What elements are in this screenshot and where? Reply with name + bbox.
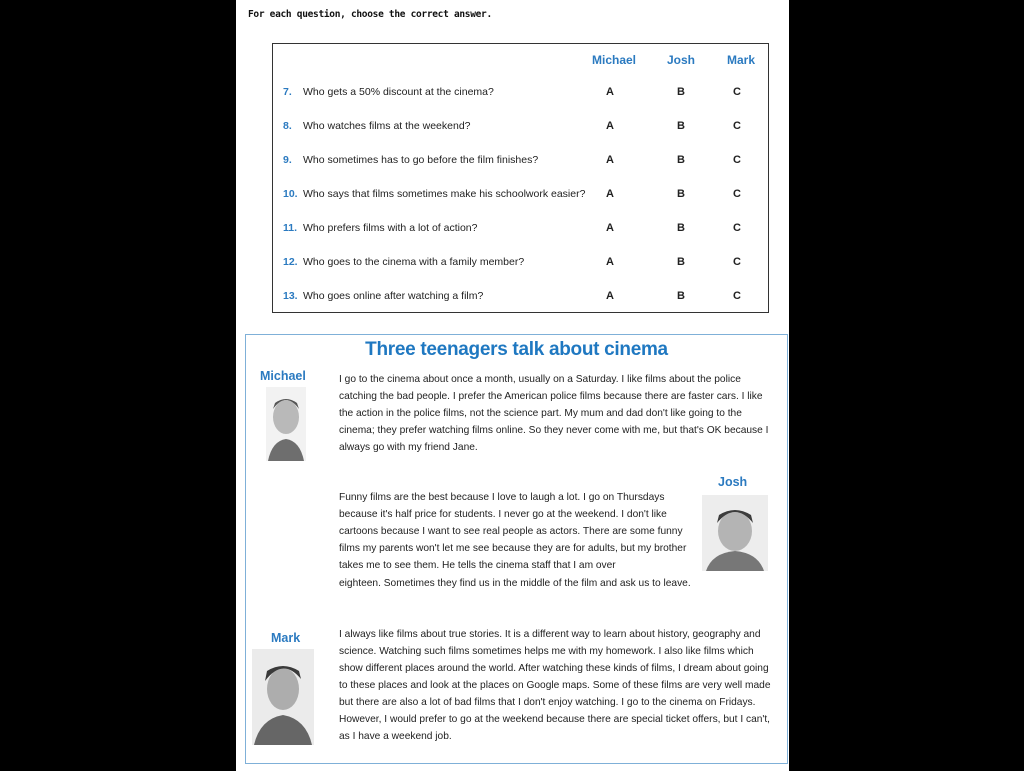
answer-option-c[interactable]: C <box>733 154 741 166</box>
answer-option-b[interactable]: B <box>677 256 685 268</box>
article-box <box>245 334 788 764</box>
header-michael: Michael <box>592 53 637 67</box>
question-text: Who sometimes has to go before the film finishes? <box>303 154 539 166</box>
question-number: 13. <box>283 290 298 302</box>
michael-photo <box>266 387 306 461</box>
josh-text: Funny films are the best because I love to laugh a lot. I go on Thursdays because it's half price for students. I never go at the weekend. I don't like cartoons because I want to see real people as actors. There are some funny films my parents won't let me see because they are for adults, but my brother takes me to see them. He tells the cinema staff that I am over <box>339 492 687 571</box>
michael-name: Michael <box>260 369 306 383</box>
michael-text: I go to the cinema about once a month, usually on a Saturday. I like films about the police catching the bad people. I prefer the American police films because there are faster cars. I like the action in the police films, not the science part. My mum and dad don't like going to the cinema; they prefer watching films online. So they never come with me, but that's OK because I always go with my friend Jane. <box>339 374 769 453</box>
answer-option-c[interactable]: C <box>733 188 741 200</box>
worksheet-page <box>236 0 789 771</box>
answer-option-a[interactable]: A <box>606 188 614 200</box>
answer-option-b[interactable]: B <box>677 154 685 166</box>
article-title: Three teenagers talk about cinema <box>365 339 668 360</box>
question-number: 7. <box>283 86 292 98</box>
mark-name: Mark <box>271 631 301 645</box>
answer-option-c[interactable]: C <box>733 290 741 302</box>
question-number: 10. <box>283 188 298 200</box>
header-josh: Josh <box>667 53 696 67</box>
answer-option-c[interactable]: C <box>733 120 741 132</box>
answer-option-a[interactable]: A <box>606 154 614 166</box>
answer-option-b[interactable]: B <box>677 188 685 200</box>
question-row <box>273 120 768 136</box>
answer-option-b[interactable]: B <box>677 120 685 132</box>
answer-option-a[interactable]: A <box>606 290 614 302</box>
question-text: Who goes to the cinema with a family member? <box>303 256 525 268</box>
question-row <box>273 222 768 238</box>
question-row <box>273 86 768 102</box>
answer-option-b[interactable]: B <box>677 290 685 302</box>
question-text: Who prefers films with a lot of action? <box>303 222 478 234</box>
question-text: Who gets a 50% discount at the cinema? <box>303 86 494 98</box>
question-table <box>272 43 769 313</box>
josh-name: Josh <box>718 475 748 489</box>
josh-text-end: eighteen. Sometimes they find us in the middle of the film and ask us to leave. <box>339 578 691 589</box>
mark-text: I always like films about true stories. It is a different way to learn about history, geography and science. Watching such films sometimes helps me with my homework. I also like films which show different places around the world. After watching these kinds of films, I dream about going to these places and look at the places on Google maps. Some of these films are very well made but there are also a lot of bad films that I don't enjoy watching. I go to the cinema on Fridays. However, I would prefer to go at the weekend because there are special ticket offers, but I can't, as I have a weekend job. <box>339 629 771 742</box>
question-row <box>273 256 768 272</box>
answer-option-a[interactable]: A <box>606 86 614 98</box>
question-row <box>273 188 768 204</box>
answer-option-a[interactable]: A <box>606 256 614 268</box>
question-number: 11. <box>283 222 298 234</box>
question-number: 9. <box>283 154 292 166</box>
mark-photo <box>252 649 314 745</box>
question-text: Who goes online after watching a film? <box>303 290 484 302</box>
answer-option-c[interactable]: C <box>733 222 741 234</box>
question-number: 8. <box>283 120 292 132</box>
answer-option-a[interactable]: A <box>606 120 614 132</box>
answer-option-c[interactable]: C <box>733 86 741 98</box>
question-row <box>273 290 768 306</box>
josh-photo <box>702 495 768 571</box>
instruction-text: For each question, choose the correct answer. <box>248 9 492 20</box>
question-text: Who says that films sometimes make his schoolwork easier? <box>303 188 586 200</box>
answer-option-b[interactable]: B <box>677 86 685 98</box>
answer-option-c[interactable]: C <box>733 256 741 268</box>
question-row <box>273 154 768 170</box>
header-mark: Mark <box>727 53 756 67</box>
answer-option-b[interactable]: B <box>677 222 685 234</box>
question-number: 12. <box>283 256 298 268</box>
question-text: Who watches films at the weekend? <box>303 120 471 132</box>
answer-option-a[interactable]: A <box>606 222 614 234</box>
